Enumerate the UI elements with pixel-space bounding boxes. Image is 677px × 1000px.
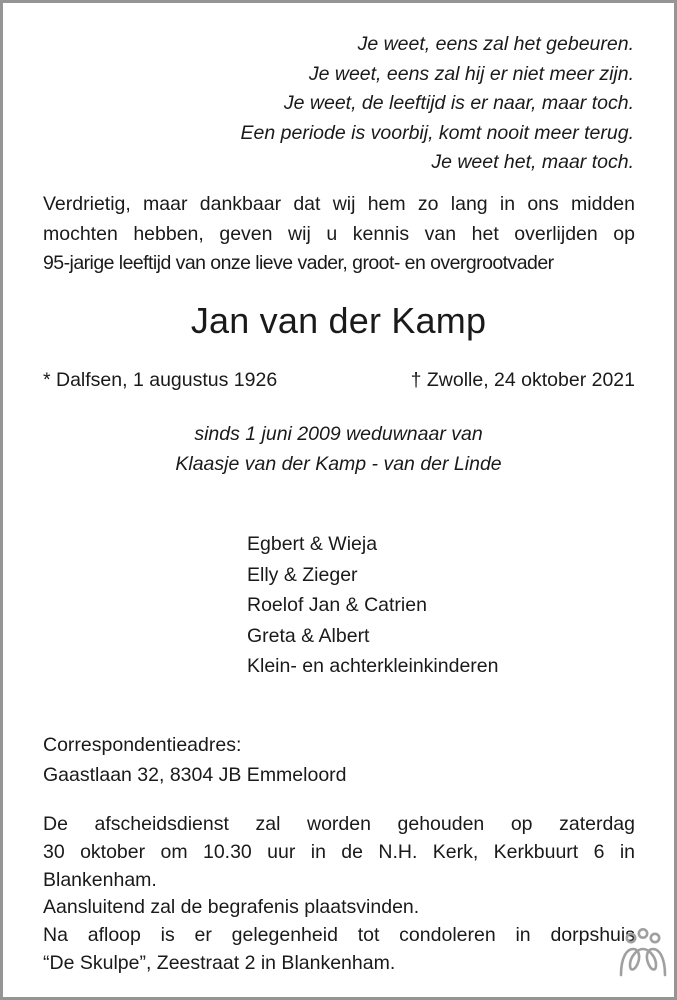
family-member: Greta & Albert xyxy=(247,624,370,647)
poem xyxy=(134,30,634,178)
widower-note xyxy=(0,420,677,479)
widower-line: sinds 1 juni 2009 weduwnaar van xyxy=(194,423,483,445)
family-list xyxy=(247,529,498,682)
birth-date: * Dalfsen, 1 augustus 1926 xyxy=(43,369,278,391)
service-line: Blankenham. xyxy=(43,868,157,891)
family-member: Elly & Zieger xyxy=(247,563,358,586)
intro-line: Verdrietig, maar dankbaar dat wij hem zo lang in ons midden xyxy=(43,193,635,215)
correspondence-address xyxy=(43,731,347,790)
deceased-name: Jan van der Kamp xyxy=(190,300,487,341)
intro-line: 95-jarige leeftijd van onze lieve vader, groot- en overgrootvader xyxy=(43,252,554,274)
death-date: † Zwolle, 24 oktober 2021 xyxy=(410,369,635,391)
poem-line: Je weet, de leeftijd is er naar, maar toch. xyxy=(283,92,634,114)
correspondence-address-line: Gaastlaan 32, 8304 JB Emmeloord xyxy=(43,763,347,786)
service-line: 30 oktober om 10.30 uur in de N.H. Kerk, Kerkbuurt 6 in xyxy=(43,840,635,863)
spouse-name: Klaasje van der Kamp - van der Linde xyxy=(175,452,502,475)
poem-line: Een periode is voorbij, komt nooit meer terug. xyxy=(240,121,634,144)
service-line: De afscheidsdienst zal worden gehouden op zaterdag xyxy=(43,813,635,835)
service-details xyxy=(43,811,635,978)
poem-line: Je weet, eens zal het gebeuren. xyxy=(357,33,634,55)
service-line: Na afloop is er gelegenheid tot condoleren in dorpshuis xyxy=(43,924,635,947)
service-line: Aansluitend zal de begrafenis plaatsvinden. xyxy=(43,896,420,919)
poem-line: Je weet, eens zal hij er niet meer zijn. xyxy=(308,62,634,85)
family-people-icon xyxy=(617,927,669,979)
family-member: Roelof Jan & Catrien xyxy=(247,594,427,616)
intro-paragraph xyxy=(43,190,635,279)
intro-line: mochten hebben, geven wij u kennis van het overlijden op xyxy=(43,222,635,245)
family-member: Klein- en achterkleinkinderen xyxy=(247,655,499,677)
poem-line: Je weet het, maar toch. xyxy=(431,151,634,173)
correspondence-label: Correspondentieadres: xyxy=(43,734,242,756)
service-line: “De Skulpe”, Zeestraat 2 in Blankenham. xyxy=(43,951,396,974)
family-member: Egbert & Wieja xyxy=(247,533,378,555)
